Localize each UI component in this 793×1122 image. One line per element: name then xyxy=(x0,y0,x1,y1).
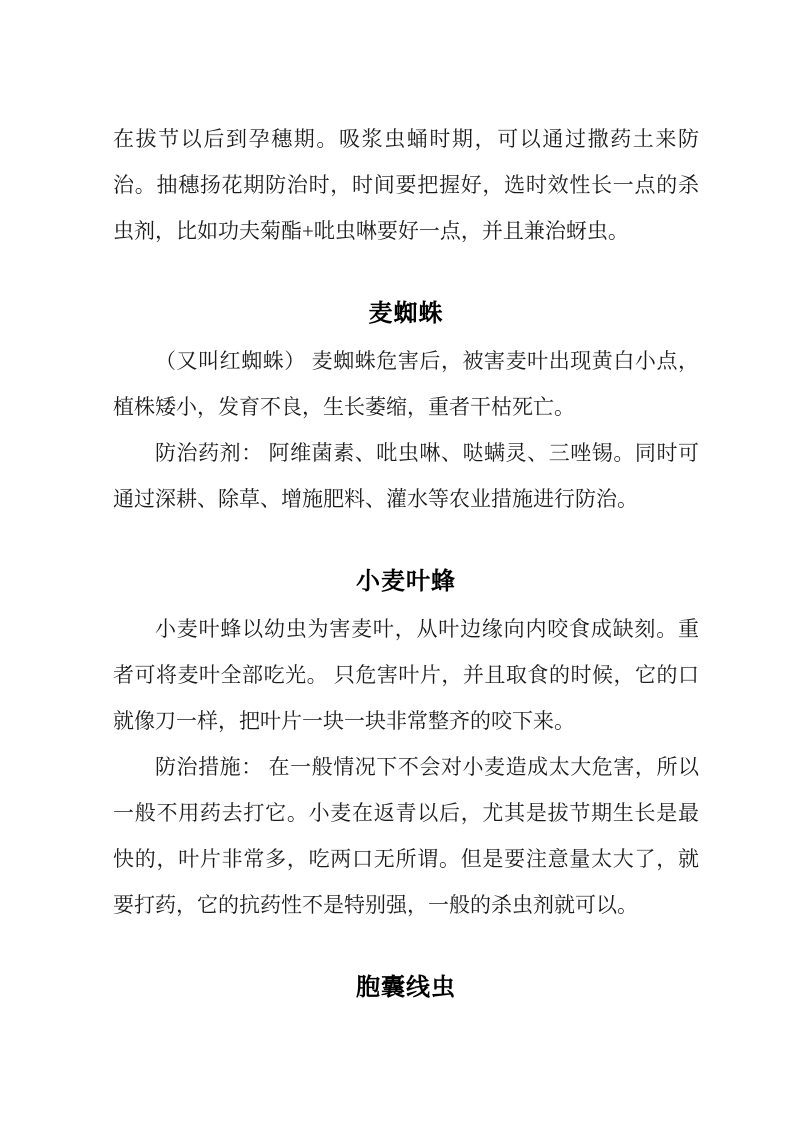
page-content xyxy=(113,116,699,1012)
intro-paragraph: 在拔节以后到孕穗期。吸浆虫蛹时期，可以通过撒药土来防治。抽穗扬花期防治时，时间要把握好，选时效性长一点的杀虫剂，比如功夫菊酯+吡虫啉要好一点，并且兼治蚜虫。 xyxy=(113,127,699,243)
section-paragraph: 防治措施： 在一般情况下不会对小麦造成太大危害，所以一般不用药去打它。小麦在返青以后，尤其是拔节期生长是最快的，叶片非常多，吃两口无所谓。但是要注意量太大了，就要打药，它的抗药性不是特别强，一般的杀虫剂就可以。 xyxy=(113,755,699,917)
section-paragraph: 小麦叶蜂以幼虫为害麦叶，从叶边缘向内咬食成缺刻。重者可将麦叶全部吃光。 只危害叶片，并且取食的时候，它的口就像刀一样，把叶片一块一块非常整齐的咬下来。 xyxy=(113,617,699,733)
section-paragraph: 防治药剂： 阿维菌素、吡虫啉、哒螨灵、三唑锡。同时可通过深耕、除草、增施肥料、灌水等农业措施进行防治。 xyxy=(113,441,699,511)
section-heading-wheat-spider-mite: 麦蜘蛛 xyxy=(368,300,444,327)
section-heading-cyst-nematode: 胞囊线虫 xyxy=(356,974,456,1001)
section-heading-wheat-sawfly: 小麦叶蜂 xyxy=(356,568,456,595)
section-paragraph: （又叫红蜘蛛） 麦蜘蛛危害后，被害麦叶出现黄白小点，植株矮小，发育不良，生长萎缩，重者干枯死亡。 xyxy=(113,349,699,419)
